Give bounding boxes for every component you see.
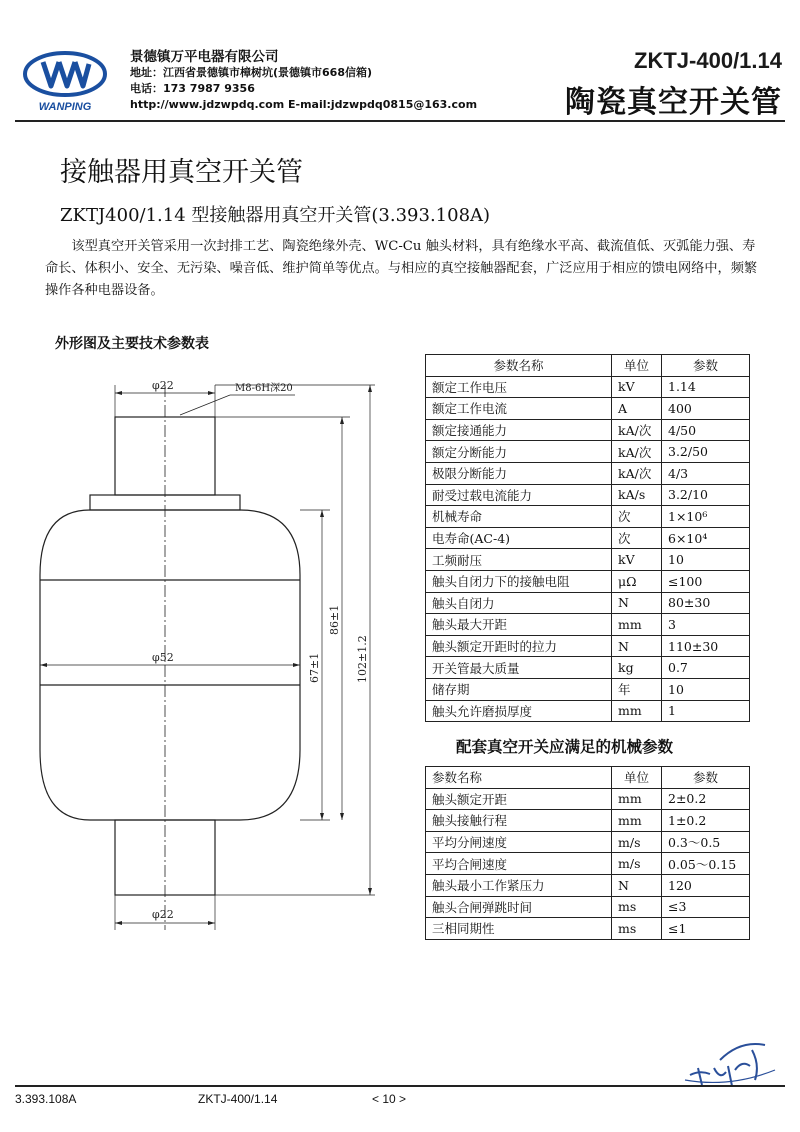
table-row [426, 853, 750, 875]
value-cell: ≤100 [662, 570, 750, 592]
value-cell: 3.2/10 [662, 484, 750, 506]
value-cell: 1 [662, 700, 750, 722]
value-cell: 1×10⁶ [662, 506, 750, 528]
value-cell: 120 [662, 874, 750, 896]
table-row [426, 506, 750, 528]
unit-cell: 次 [612, 527, 662, 549]
param-name-cell: 开关管最大质量 [426, 657, 612, 679]
dim-67: 67±1 [308, 652, 321, 683]
param-name-cell: 额定接通能力 [426, 419, 612, 441]
param-name-cell: 触头额定开距 [426, 788, 612, 810]
table-row [426, 918, 750, 940]
product-title: 陶瓷真空开关管 [565, 85, 782, 120]
unit-cell: m/s [612, 853, 662, 875]
table-row [426, 896, 750, 918]
brand-text: WANPING [38, 101, 92, 113]
company-web-email: http://www.jdzwpdq.com E-mail:jdzwpdq0815@163.com [130, 98, 478, 111]
value-cell: 10 [662, 549, 750, 571]
unit-cell: N [612, 635, 662, 657]
mech-table-header [426, 767, 750, 789]
page-number: < 10 > [372, 1092, 407, 1106]
value-cell: 0.05～0.15 [662, 853, 750, 875]
value-cell: 0.3～0.5 [662, 831, 750, 853]
unit-cell: N [612, 592, 662, 614]
param-name-cell: 电寿命(AC-4) [426, 527, 612, 549]
spec-table [425, 354, 750, 722]
table-row [426, 376, 750, 398]
value-cell: 10 [662, 678, 750, 700]
table-row [426, 462, 750, 484]
unit-cell: kV [612, 376, 662, 398]
section-label: 外形图及主要技术参数表 [55, 336, 209, 352]
page-heading: 接触器用真空开关管 [60, 157, 303, 188]
unit-cell: m/s [612, 831, 662, 853]
dim-thread: M8-6H深20 [235, 383, 293, 394]
table-row [426, 441, 750, 463]
table-row [426, 419, 750, 441]
footer-divider [15, 1085, 785, 1087]
table-row [426, 549, 750, 571]
param-name-cell: 三相同期性 [426, 918, 612, 940]
table-row [426, 788, 750, 810]
param-name-cell: 触头接触行程 [426, 810, 612, 832]
unit-cell: ms [612, 918, 662, 940]
company-name: 景德镇万平电器有限公司 [130, 49, 279, 65]
mech-table [425, 766, 750, 940]
unit-cell: mm [612, 700, 662, 722]
spec-table-header [426, 355, 750, 377]
model-code: ZKTJ-400/1.14 [634, 48, 782, 73]
table-row [426, 398, 750, 420]
dim-body-diameter: φ52 [152, 651, 174, 664]
param-name-cell: 额定工作电流 [426, 398, 612, 420]
col-unit: 单位 [612, 767, 662, 789]
value-cell: 1.14 [662, 376, 750, 398]
unit-cell: kA/次 [612, 441, 662, 463]
param-name-cell: 触头最小工作紧压力 [426, 874, 612, 896]
table-row [426, 874, 750, 896]
param-name-cell: 工频耐压 [426, 549, 612, 571]
intro-paragraph: 该型真空开关管采用一次封排工艺、陶瓷绝缘外壳、WC-Cu 触头材料，具有绝缘水平高、截流值低、灭弧能力强、寿命长、体积小、安全、无污染、噪音低、维护简单等优点。与相应的真空接触器配套，广泛应用于相应的馈电网络中，频繁操作各种电器设备。 [45, 239, 758, 298]
param-name-cell: 额定工作电压 [426, 376, 612, 398]
unit-cell: ms [612, 896, 662, 918]
unit-cell: kA/次 [612, 419, 662, 441]
unit-cell: kA/次 [612, 462, 662, 484]
param-name-cell: 极限分断能力 [426, 462, 612, 484]
unit-cell: mm [612, 788, 662, 810]
unit-cell: μΩ [612, 570, 662, 592]
param-name-cell: 触头自闭力 [426, 592, 612, 614]
value-cell: 80±30 [662, 592, 750, 614]
table-row [426, 635, 750, 657]
param-name-cell: 触头合闸弹跳时间 [426, 896, 612, 918]
param-name-cell: 耐受过载电流能力 [426, 484, 612, 506]
wanping-logo [15, 50, 115, 114]
param-name-cell: 额定分断能力 [426, 441, 612, 463]
footer-model: ZKTJ-400/1.14 [198, 1092, 278, 1106]
table-row [426, 527, 750, 549]
col-param-name: 参数名称 [426, 767, 612, 789]
dim-top-diameter: φ22 [152, 379, 174, 392]
value-cell: 2±0.2 [662, 788, 750, 810]
value-cell: 6×10⁴ [662, 527, 750, 549]
unit-cell: 年 [612, 678, 662, 700]
col-value: 参数 [662, 767, 750, 789]
unit-cell: kA/s [612, 484, 662, 506]
dim-bottom-diameter: φ22 [152, 908, 174, 921]
company-address: 地址：江西省景德镇市樟树坑(景德镇市668信箱) [130, 66, 373, 79]
value-cell: ≤1 [662, 918, 750, 940]
param-name-cell: 平均合闸速度 [426, 853, 612, 875]
unit-cell: kV [612, 549, 662, 571]
table-row [426, 614, 750, 636]
unit-cell: A [612, 398, 662, 420]
page-subheading: ZKTJ400/1.14 型接触器用真空开关管(3.393.108A) [60, 205, 491, 226]
param-name-cell: 触头额定开距时的拉力 [426, 635, 612, 657]
table-row [426, 592, 750, 614]
table-row [426, 484, 750, 506]
table-row [426, 831, 750, 853]
footer-doc-no: 3.393.108A [15, 1092, 77, 1106]
value-cell: 1±0.2 [662, 810, 750, 832]
param-name-cell: 触头自闭力下的接触电阻 [426, 570, 612, 592]
param-name-cell: 触头允许磨损厚度 [426, 700, 612, 722]
unit-cell: N [612, 874, 662, 896]
col-param-name: 参数名称 [426, 355, 612, 377]
company-info [130, 49, 477, 113]
param-name-cell: 触头最大开距 [426, 614, 612, 636]
value-cell: 4/3 [662, 462, 750, 484]
table-row [426, 657, 750, 679]
table-row [426, 810, 750, 832]
col-unit: 单位 [612, 355, 662, 377]
param-name-cell: 平均分闸速度 [426, 831, 612, 853]
dim-86: 86±1 [328, 604, 341, 635]
table-row [426, 570, 750, 592]
value-cell: 400 [662, 398, 750, 420]
table-row [426, 700, 750, 722]
outline-drawing [30, 365, 390, 945]
header-divider [15, 120, 785, 122]
param-name-cell: 储存期 [426, 678, 612, 700]
value-cell: ≤3 [662, 896, 750, 918]
value-cell: 3 [662, 614, 750, 636]
wanping-signature-logo [680, 1030, 780, 1090]
dim-102: 102±1.2 [356, 635, 369, 683]
value-cell: 110±30 [662, 635, 750, 657]
unit-cell: 次 [612, 506, 662, 528]
table-row [426, 678, 750, 700]
unit-cell: kg [612, 657, 662, 679]
value-cell: 4/50 [662, 419, 750, 441]
mech-table-title: 配套真空开关应满足的机械参数 [456, 738, 674, 756]
unit-cell: mm [612, 614, 662, 636]
unit-cell: mm [612, 810, 662, 832]
col-value: 参数 [662, 355, 750, 377]
value-cell: 0.7 [662, 657, 750, 679]
value-cell: 3.2/50 [662, 441, 750, 463]
param-name-cell: 机械寿命 [426, 506, 612, 528]
company-phone: 电话：173 7987 9356 [130, 82, 255, 95]
